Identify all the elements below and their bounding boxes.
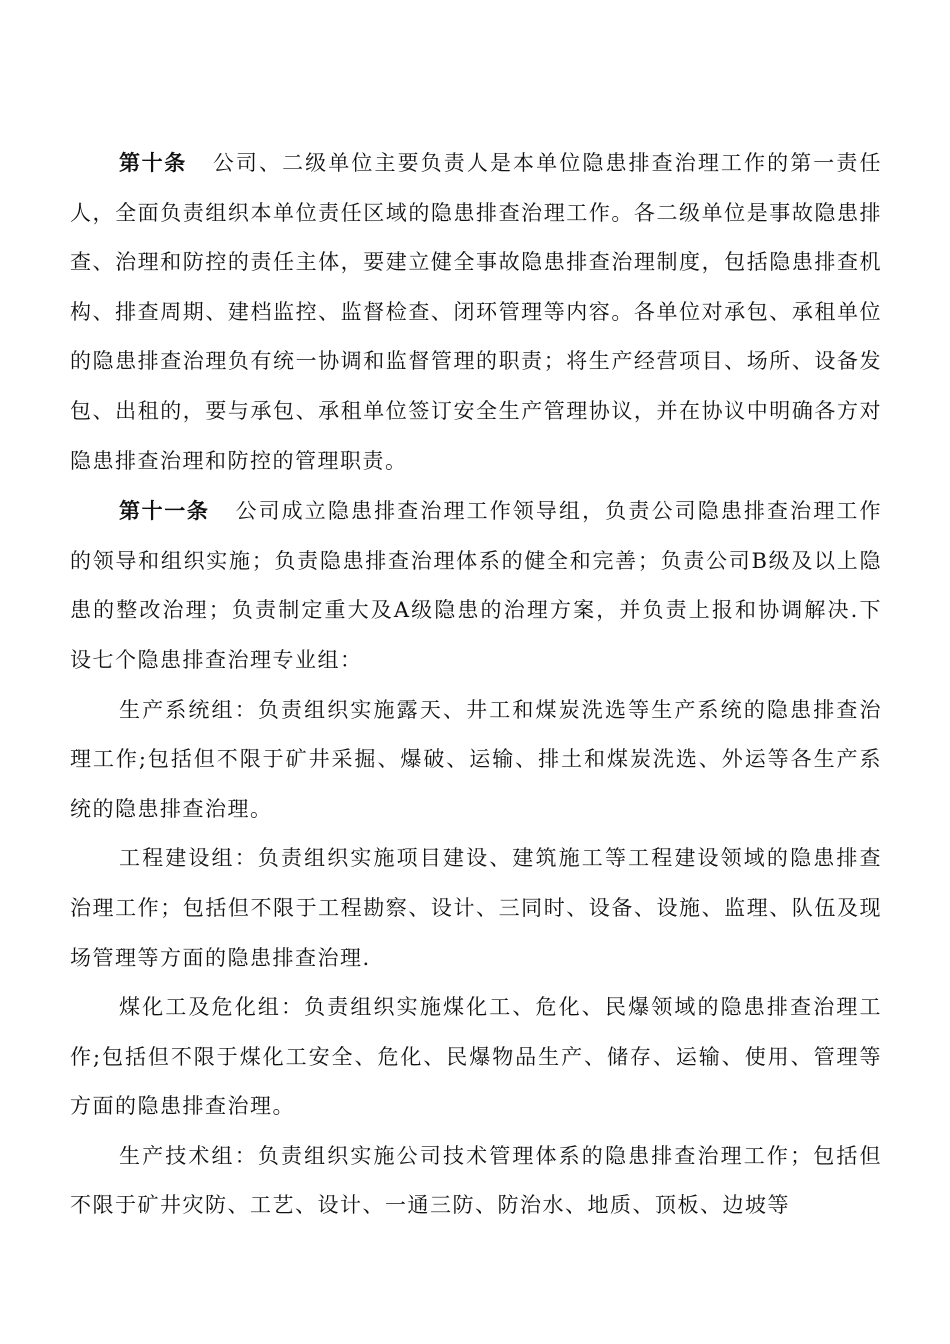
article-11-title: 第十一条 (119, 498, 210, 524)
article-10-body: 公司、二级单位主要负责人是本单位隐患排查治理工作的第一责任人，全面负责组织本单位责任区域的隐患排查治理工作。各二级单位是事故隐患排查、治理和防控的责任主体，要建立健全事故隐患排查治理制度，包括隐患排查机构、排查周期、建档监控、监督检查、闭环管理等内容。各单位对承包、承租单位的隐患排查治理负有统一协调和监督管理的职责；将生产经营项目、场所、设备发包、出租的，要与承包、承租单位签订安全生产管理协议，并在协议中明确各方对隐患排查治理和防控的管理职责。 (70, 151, 883, 473)
production-system-group-paragraph: 生产系统组：负责组织实施露天、井工和煤炭洗选等生产系统的隐患排查治理工作;包括但不限于矿井采掘、爆破、运输、排土和煤炭洗选、外运等各生产系统的隐患排查治理。 (70, 697, 882, 821)
article-10-title: 第十条 (119, 150, 187, 175)
article-10-paragraph (70, 138, 882, 486)
engineering-construction-group-paragraph: 工程建设组：负责组织实施项目建设、建筑施工等工程建设领域的隐患排查治理工作；包括但不限于工程勘察、设计、三同时、设备、设施、监理、队伍及现场管理等方面的隐患排查治理. (70, 846, 882, 970)
article-11-paragraph (70, 486, 882, 685)
article-11-body: 公司成立隐患排查治理工作领导组，负责公司隐患排查治理工作的领导和组织实施；负责隐患排查治理体系的健全和完善；负责公司B级及以上隐患的整改治理；负责制定重大及A级隐患的治理方案，并负责上报和协调解决.下设七个隐患排查治理专业组： (70, 499, 882, 672)
coal-chemical-hazardous-group-paragraph: 煤化工及危化组：负责组织实施煤化工、危化、民爆领域的隐患排查治理工作;包括但不限于煤化工安全、危化、民爆物品生产、储存、运输、使用、管理等方面的隐患排查治理。 (70, 995, 882, 1119)
production-technology-group-paragraph: 生产技术组：负责组织实施公司技术管理体系的隐患排查治理工作；包括但不限于矿井灾防、工艺、设计、一通三防、防治水、地质、顶板、边坡等 (70, 1143, 882, 1218)
document-body (70, 138, 882, 1231)
